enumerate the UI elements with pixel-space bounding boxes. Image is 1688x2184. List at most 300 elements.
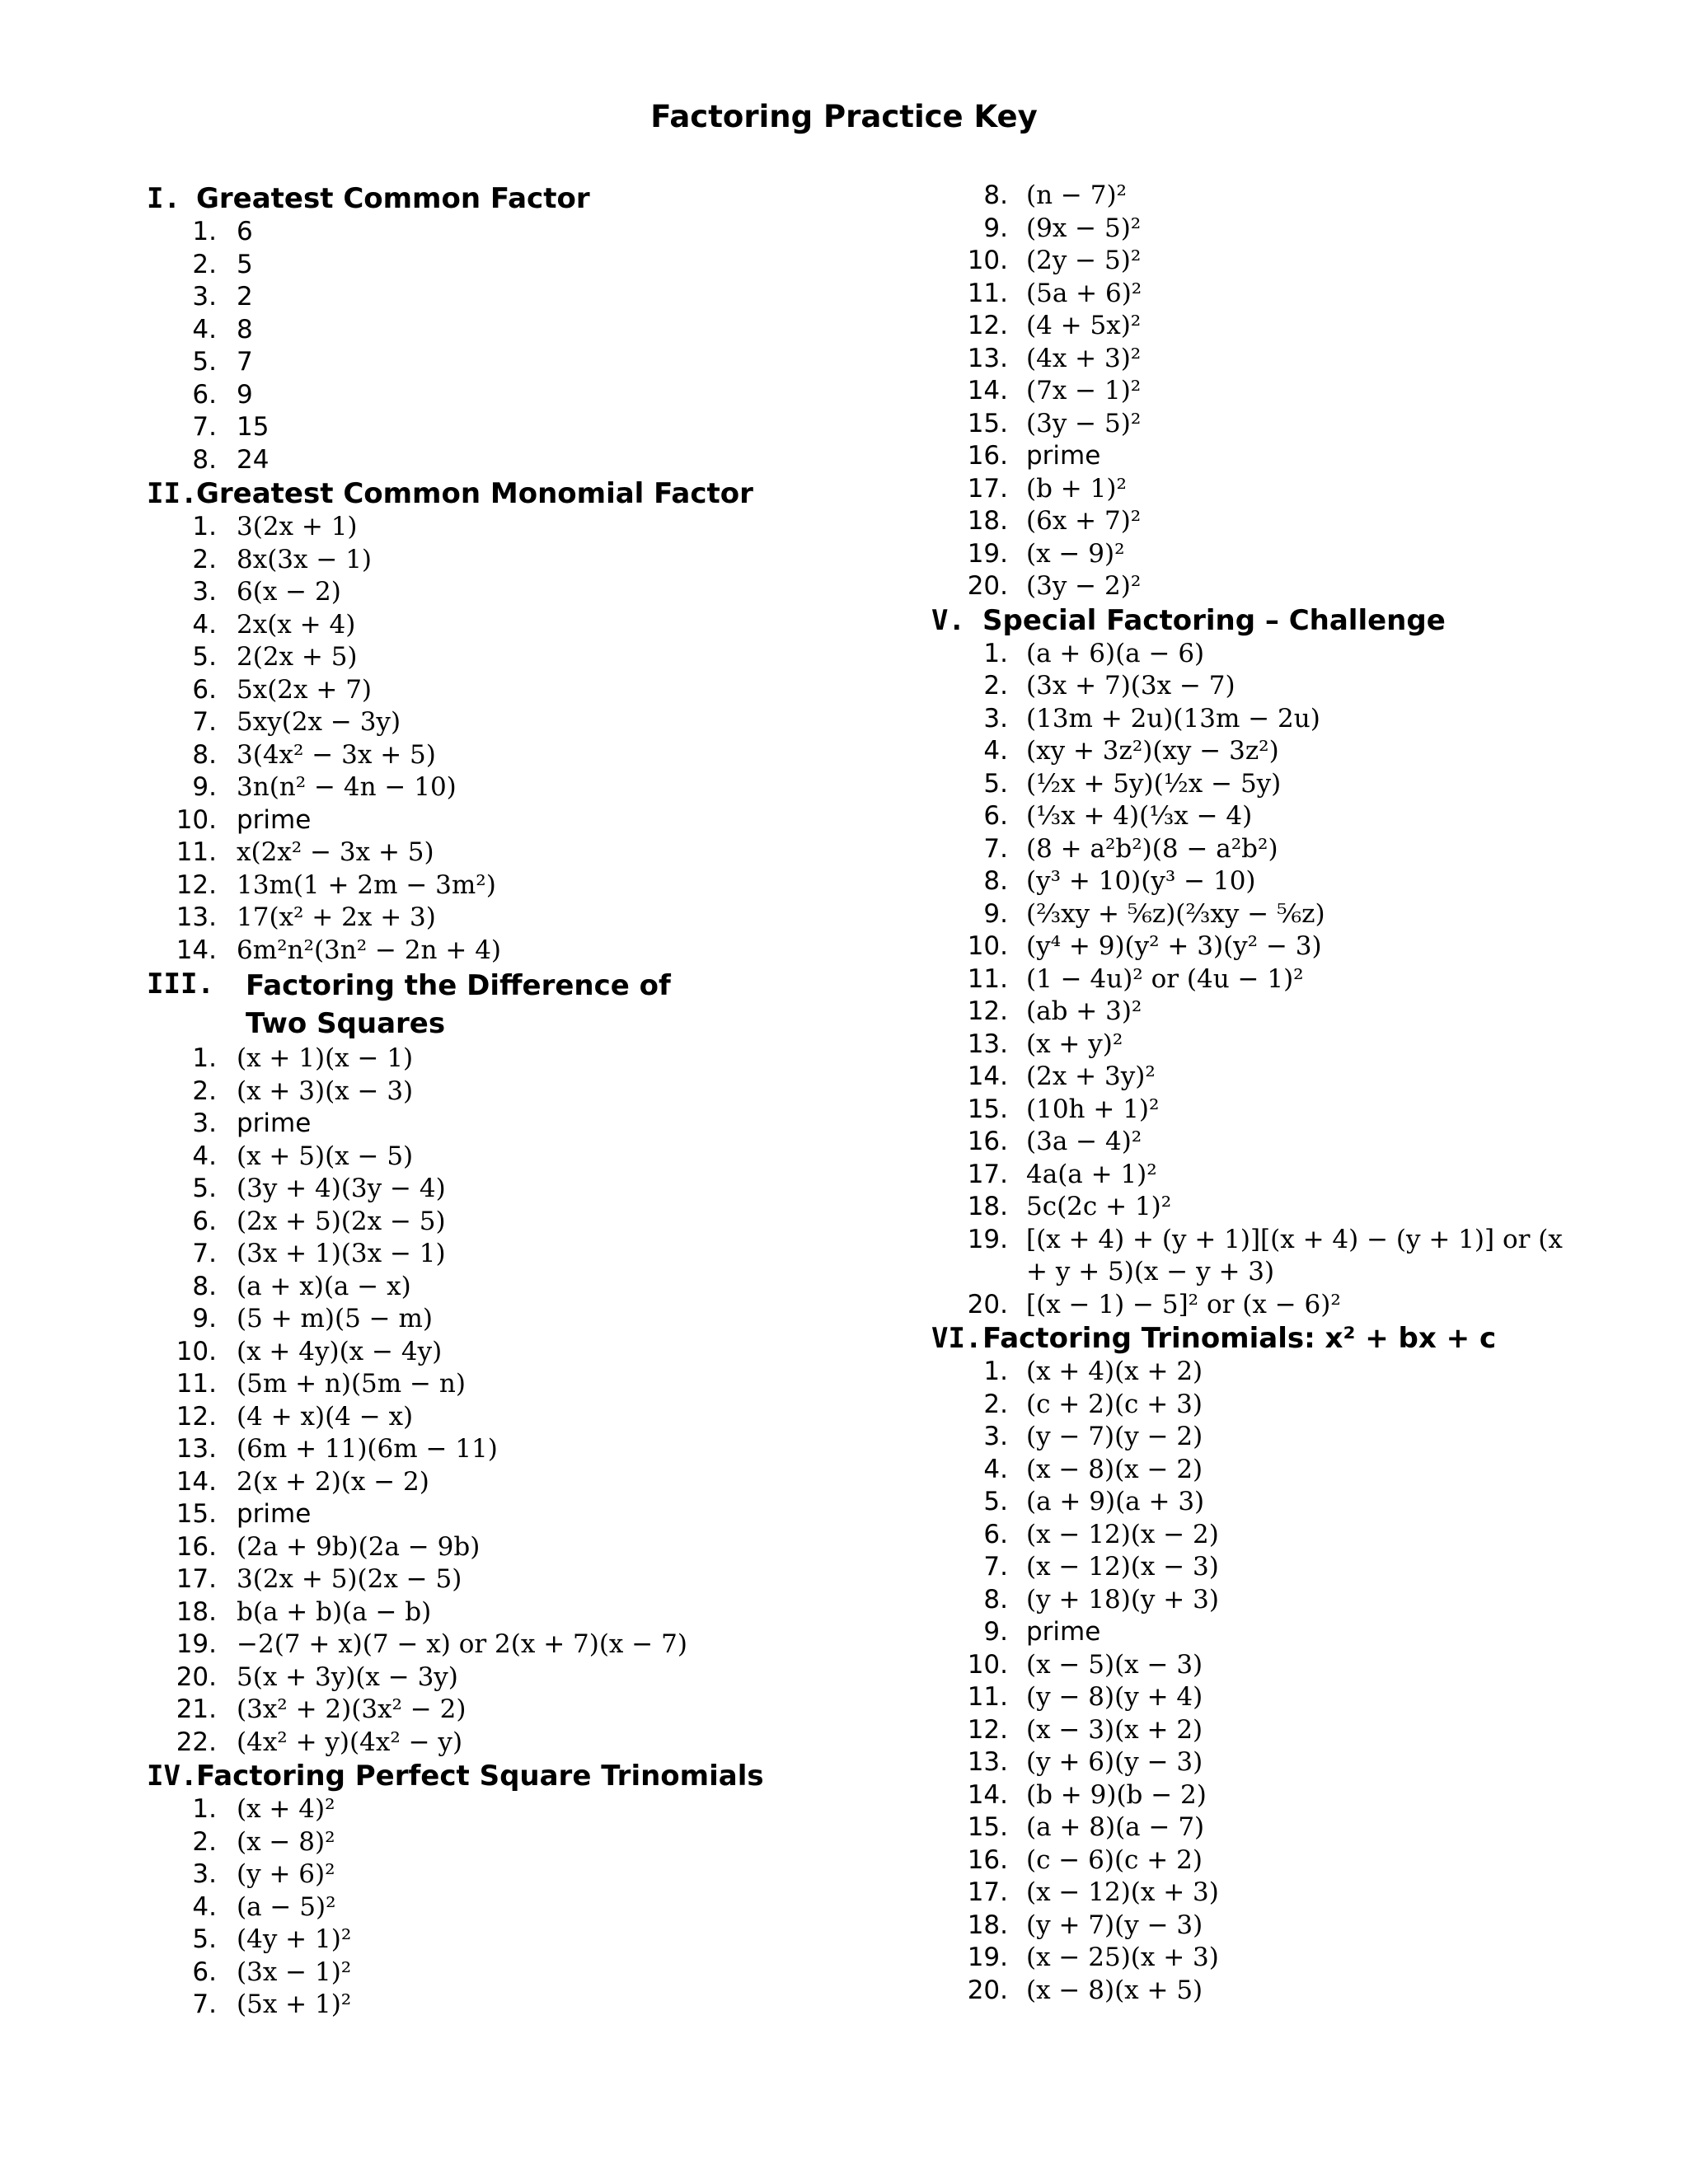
answer-item: [147, 1826, 971, 1859]
item-number: 20.: [967, 1289, 1008, 1319]
item-number: 5.: [192, 347, 217, 377]
item-answer: (a − 5)²: [237, 1891, 336, 1922]
item-number: 14.: [967, 1062, 1008, 1091]
item-number: 7.: [192, 1239, 217, 1268]
item-answer: (7x − 1)²: [1026, 376, 1142, 405]
answer-item: [931, 930, 1591, 963]
answer-item: [931, 1616, 1591, 1649]
answer-item: [931, 1681, 1591, 1714]
answer-item: [931, 1061, 1591, 1094]
item-answer: (1 − 4u)² or (4u − 1)²: [1026, 963, 1304, 994]
answer-item: [931, 1779, 1591, 1812]
item-answer: 7: [237, 347, 253, 377]
answer-item: [147, 1563, 971, 1596]
item-answer: prime: [1026, 441, 1101, 471]
answer-item: [147, 576, 971, 609]
item-number: 7.: [192, 707, 217, 737]
answer-item: [931, 1224, 1591, 1289]
item-number: 18.: [176, 1596, 217, 1627]
answer-item: [931, 1389, 1591, 1422]
item-number: 1.: [192, 1794, 217, 1824]
item-answer: prime: [237, 1108, 312, 1138]
item-answer: (13m + 2u)(13m − 2u): [1026, 703, 1320, 733]
item-answer: (y + 6)²: [237, 1859, 335, 1889]
item-number: 1.: [983, 1357, 1008, 1386]
item-number: 18.: [967, 506, 1008, 536]
item-answer: (⅓x + 4)(⅓x − 4): [1026, 801, 1253, 831]
item-number: 1.: [192, 217, 217, 246]
item-answer: (x − 3)(x + 2): [1026, 1714, 1203, 1745]
item-number: 9.: [983, 898, 1008, 929]
item-number: 11.: [967, 278, 1008, 308]
answer-item: [147, 1498, 971, 1531]
item-answer: (x + 5)(x − 5): [237, 1141, 414, 1171]
item-number: 10.: [176, 804, 217, 835]
item-answer: (3x² + 2)(3x² − 2): [237, 1694, 467, 1724]
answer-item: [147, 1924, 971, 1957]
item-number: 16.: [967, 1127, 1008, 1156]
answer-item: [147, 1989, 971, 2022]
item-number: 5.: [192, 1924, 217, 1954]
section-title: Factoring the Difference of Two Squares: [246, 969, 671, 1040]
answer-item: [147, 1596, 971, 1629]
answer-item: [931, 865, 1591, 898]
answer-item: [931, 1714, 1591, 1747]
page-title: Factoring Practice Key: [650, 99, 1038, 134]
answer-item: [147, 837, 971, 869]
item-answer: 6: [237, 217, 253, 246]
item-answer: (4x + 3)²: [1026, 343, 1142, 373]
item-answer: (6m + 11)(6m − 11): [237, 1434, 498, 1464]
item-number: 6.: [983, 1519, 1008, 1549]
item-number: 20.: [176, 1661, 217, 1692]
item-answer: (6x + 7)²: [1026, 506, 1142, 536]
item-answer: 2(2x + 5): [237, 642, 358, 672]
item-answer: (xy + 3z²)(xy − 3z²): [1026, 736, 1279, 766]
item-answer: (x − 8)(x − 2): [1026, 1454, 1203, 1484]
item-number: 11.: [176, 837, 217, 867]
item-number: 6.: [192, 1957, 217, 1987]
item-answer: (y + 18)(y + 3): [1026, 1584, 1219, 1615]
item-number: 19.: [967, 538, 1008, 569]
answer-item: [147, 249, 971, 282]
answer-item: [147, 411, 971, 444]
answer-item: [931, 1029, 1591, 1062]
item-number: 2.: [983, 671, 1008, 701]
item-number: 8.: [192, 444, 217, 475]
section-number: I.: [147, 182, 181, 215]
item-number: 5.: [983, 768, 1008, 799]
item-answer: 3n(n² − 4n − 10): [237, 772, 457, 802]
item-number: 2.: [192, 544, 217, 574]
section-heading: [931, 1321, 1591, 1356]
answer-item: [931, 800, 1591, 833]
item-number: 17.: [176, 1564, 217, 1594]
item-answer: 5: [237, 249, 253, 279]
item-number: 6.: [983, 801, 1008, 831]
answer-item: [147, 706, 971, 739]
item-number: 13.: [176, 902, 217, 932]
answer-item: [147, 1727, 971, 1760]
section: [147, 181, 971, 476]
answer-item: [931, 670, 1591, 703]
item-answer: (8 + a²b²)(8 − a²b²): [1026, 833, 1278, 864]
item-number: 3.: [192, 577, 217, 607]
item-number: 12.: [967, 996, 1008, 1026]
item-number: 12.: [176, 1401, 217, 1432]
item-answer: 2(x + 2)(x − 2): [237, 1466, 429, 1497]
answer-item: [931, 703, 1591, 736]
item-answer: (b + 1)²: [1026, 473, 1127, 504]
item-number: 19.: [967, 1224, 1008, 1254]
item-answer: (4x² + y)(4x² − y): [237, 1727, 463, 1757]
answer-item: [147, 444, 971, 477]
answer-item: [931, 1289, 1591, 1322]
item-number: 19.: [967, 1943, 1008, 1972]
item-number: 17.: [967, 1159, 1008, 1189]
item-answer: 8: [237, 314, 253, 344]
section: [931, 603, 1591, 1322]
item-number: 1.: [192, 512, 217, 541]
item-answer: (y − 7)(y − 2): [1026, 1422, 1203, 1451]
item-answer: (½x + 5y)(½x − 5y): [1026, 768, 1282, 799]
item-number: 8.: [983, 1584, 1008, 1615]
answer-item: [147, 1141, 971, 1174]
item-number: 3.: [983, 703, 1008, 733]
item-number: 16.: [967, 1844, 1008, 1875]
item-number: 13.: [967, 1029, 1008, 1059]
item-number: 4.: [192, 609, 217, 640]
item-number: 15.: [967, 408, 1008, 438]
item-number: 15.: [967, 1812, 1008, 1842]
item-answer: 3(4x² − 3x + 5): [237, 739, 436, 770]
answer-item: [931, 1486, 1591, 1519]
section: [147, 476, 971, 967]
item-number: 7.: [192, 1990, 217, 2019]
item-number: 22.: [176, 1727, 217, 1757]
section-number: II.: [147, 477, 198, 510]
item-number: 8.: [983, 866, 1008, 896]
answer-item: [931, 570, 1591, 603]
answer-item: [147, 1531, 971, 1564]
item-number: 4.: [192, 1141, 217, 1171]
item-answer: (3x − 1)²: [237, 1957, 352, 1987]
item-answer: 2: [237, 282, 253, 312]
item-number: 4.: [983, 736, 1008, 766]
item-answer: (ab + 3)²: [1026, 996, 1142, 1026]
item-answer: (5x + 1)²: [237, 1990, 352, 2019]
answer-item: [931, 1551, 1591, 1584]
item-answer: 6(x − 2): [237, 577, 341, 607]
item-answer: 4a(a + 1)²: [1026, 1159, 1157, 1189]
answer-item: [931, 1191, 1591, 1224]
answer-item: [931, 1877, 1591, 1910]
item-number: 16.: [176, 1531, 217, 1562]
answer-item: [147, 216, 971, 249]
item-answer: (3y − 2)²: [1026, 571, 1142, 601]
item-number: 13.: [967, 343, 1008, 373]
answer-item: [147, 902, 971, 935]
answer-item: [147, 869, 971, 902]
section: [931, 180, 1591, 603]
item-answer: (x + 4y)(x − 4y): [237, 1336, 443, 1366]
item-answer: (2y − 5)²: [1026, 246, 1142, 275]
item-answer: (x + 4)(x + 2): [1026, 1357, 1203, 1386]
answer-item: [931, 375, 1591, 408]
answer-item: [931, 1356, 1591, 1389]
answer-item: [931, 538, 1591, 571]
answer-item: [931, 473, 1591, 506]
item-answer: (2a + 9b)(2a − 9b): [237, 1531, 481, 1562]
item-answer: (y⁴ + 9)(y² + 3)(y² − 3): [1026, 931, 1322, 961]
item-answer: (a + 6)(a − 6): [1026, 638, 1205, 668]
item-number: 4.: [983, 1454, 1008, 1484]
item-answer: (x − 5)(x − 3): [1026, 1649, 1203, 1680]
section-heading: [147, 181, 971, 216]
item-number: 17.: [967, 1877, 1008, 1907]
section-number: III.: [147, 968, 214, 1001]
item-answer: (x + 3)(x − 3): [237, 1076, 414, 1106]
item-number: 14.: [176, 935, 217, 965]
section-title: Greatest Common Monomial Factor: [196, 477, 753, 510]
item-answer: (x + y)²: [1026, 1029, 1123, 1059]
answer-item: [147, 1368, 971, 1401]
item-number: 5.: [983, 1487, 1008, 1516]
section: [931, 1321, 1591, 2007]
item-answer: (x − 12)(x − 3): [1026, 1552, 1219, 1582]
answer-item: [931, 1975, 1591, 2008]
section-heading: [147, 967, 971, 1043]
item-number: 12.: [967, 311, 1008, 340]
answer-item: [931, 1584, 1591, 1617]
item-answer: (3y + 4)(3y − 4): [237, 1174, 446, 1203]
answer-item: [147, 1401, 971, 1434]
item-number: 3.: [983, 1422, 1008, 1451]
answer-item: [931, 1844, 1591, 1877]
item-answer: 5c(2c + 1)²: [1026, 1192, 1172, 1221]
answer-item: [147, 1271, 971, 1304]
item-answer: (⅔xy + ⅚z)(⅔xy − ⅚z): [1026, 898, 1325, 929]
item-answer: (a + 8)(a − 7): [1026, 1812, 1205, 1842]
answer-item: [147, 1891, 971, 1924]
item-answer: 2x(x + 4): [237, 609, 356, 640]
item-answer: (4y + 1)²: [237, 1924, 352, 1954]
item-answer: (3x + 7)(3x − 7): [1026, 671, 1236, 701]
item-number: 20.: [967, 571, 1008, 601]
answer-item: [931, 768, 1591, 801]
item-answer: (5a + 6)²: [1026, 278, 1142, 308]
item-answer: (5 + m)(5 − m): [237, 1304, 433, 1333]
item-answer: (c + 2)(c + 3): [1026, 1389, 1203, 1419]
answer-item: [147, 281, 971, 314]
item-answer: 17(x² + 2x + 3): [237, 902, 436, 932]
item-answer: prime: [237, 804, 312, 835]
answer-item: [147, 511, 971, 544]
answer-item: [931, 963, 1591, 996]
answer-item: [147, 1173, 971, 1206]
item-number: 10.: [176, 1336, 217, 1366]
item-answer: (x − 9)²: [1026, 538, 1125, 569]
item-answer: 15: [237, 412, 270, 442]
item-answer: (5m + n)(5m − n): [237, 1369, 466, 1399]
section-title: Greatest Common Factor: [196, 182, 590, 215]
answer-item: [931, 408, 1591, 441]
item-number: 18.: [967, 1192, 1008, 1221]
item-answer: (x − 25)(x + 3): [1026, 1943, 1219, 1972]
answer-item: [147, 1629, 971, 1661]
answer-item: [147, 935, 971, 968]
item-answer: (3x + 1)(3x − 1): [237, 1239, 446, 1268]
item-answer: (y³ + 10)(y³ − 10): [1026, 866, 1256, 896]
answer-item: [931, 1159, 1591, 1192]
answer-item: [931, 1519, 1591, 1552]
item-number: 10.: [967, 1649, 1008, 1680]
item-answer: (10h + 1)²: [1026, 1094, 1160, 1124]
item-number: 8.: [192, 1271, 217, 1301]
item-number: 11.: [967, 1682, 1008, 1712]
answer-item: [931, 1094, 1591, 1127]
answer-item: [147, 804, 971, 837]
item-number: 5.: [192, 642, 217, 672]
item-answer: x(2x² − 3x + 5): [237, 837, 434, 867]
answer-item: [147, 771, 971, 804]
item-answer: 3(2x + 5)(2x − 5): [237, 1564, 462, 1594]
item-answer: (n − 7)²: [1026, 180, 1127, 210]
item-answer: 3(2x + 1): [237, 512, 358, 541]
answer-item: [931, 638, 1591, 671]
answer-item: [931, 1942, 1591, 1975]
item-number: 3.: [192, 1108, 217, 1138]
answer-item: [931, 1910, 1591, 1943]
answer-item: [147, 609, 971, 642]
item-number: 9.: [192, 772, 217, 802]
answer-item: [147, 1076, 971, 1108]
item-answer: 9: [237, 379, 253, 410]
item-answer: 13m(1 + 2m − 3m²): [237, 869, 496, 900]
item-number: 10.: [967, 246, 1008, 275]
item-number: 7.: [192, 412, 217, 442]
item-answer: 5(x + 3y)(x − 3y): [237, 1661, 458, 1692]
item-answer: 6m²n²(3n² − 2n + 4): [237, 935, 502, 965]
item-number: 7.: [983, 833, 1008, 864]
item-answer: 24: [237, 444, 270, 475]
item-answer: prime: [1026, 1617, 1101, 1647]
answer-item: [147, 674, 971, 707]
item-number: 1.: [192, 1043, 217, 1073]
item-number: 13.: [967, 1747, 1008, 1777]
item-answer: (3y − 5)²: [1026, 408, 1142, 438]
section-title: Special Factoring – Challenge: [982, 603, 1446, 637]
answer-item: [931, 1746, 1591, 1779]
answer-item: [931, 278, 1591, 311]
answer-item: [931, 1811, 1591, 1844]
answer-item: [147, 1466, 971, 1499]
item-number: 6.: [192, 1206, 217, 1236]
item-answer: (c − 6)(c + 2): [1026, 1844, 1203, 1875]
item-answer: (a + 9)(a + 3): [1026, 1487, 1205, 1516]
item-answer: (x − 8)²: [237, 1826, 335, 1857]
answer-item: [931, 898, 1591, 931]
section: [147, 1759, 971, 2022]
section-heading: [147, 1759, 971, 1793]
item-answer: (2x + 5)(2x − 5): [237, 1206, 446, 1236]
answer-item: [147, 1661, 971, 1694]
answer-item: [147, 1793, 971, 1826]
answer-item: [147, 1957, 971, 1990]
answer-item: [931, 310, 1591, 343]
section-number: VI.: [931, 1322, 982, 1355]
item-answer: (2x + 3y)²: [1026, 1062, 1156, 1091]
item-answer: (9x − 5)²: [1026, 213, 1142, 243]
answer-item: [147, 1303, 971, 1336]
left-column: [147, 181, 971, 2022]
item-answer: prime: [237, 1499, 312, 1529]
item-number: 2.: [192, 1826, 217, 1857]
answer-item: [147, 379, 971, 412]
item-number: 2.: [192, 1076, 217, 1106]
section-title: Factoring Trinomials: x² + bx + c: [982, 1322, 1497, 1355]
item-number: 3.: [192, 1859, 217, 1889]
item-answer: [(x − 1) − 5]² or (x − 6)²: [1026, 1289, 1341, 1319]
section-number: IV.: [147, 1760, 198, 1793]
item-answer: (4 + x)(4 − x): [237, 1401, 414, 1432]
section: [147, 967, 971, 1759]
item-answer: b(a + b)(a − b): [237, 1596, 432, 1627]
item-number: 9.: [192, 1304, 217, 1333]
item-number: 18.: [967, 1910, 1008, 1940]
item-number: 21.: [176, 1694, 217, 1724]
item-number: 9.: [983, 1617, 1008, 1647]
item-number: 2.: [983, 1389, 1008, 1419]
item-answer: (y − 8)(y + 4): [1026, 1682, 1203, 1712]
item-number: 3.: [192, 282, 217, 312]
item-number: 17.: [967, 473, 1008, 504]
item-answer: (y + 6)(y − 3): [1026, 1747, 1203, 1777]
answer-item: [147, 641, 971, 674]
item-number: 13.: [176, 1434, 217, 1464]
item-answer: (x − 8)(x + 5): [1026, 1975, 1203, 2005]
item-number: 4.: [192, 1891, 217, 1922]
item-number: 20.: [967, 1975, 1008, 2005]
item-number: 15.: [176, 1499, 217, 1529]
answer-item: [147, 1694, 971, 1727]
answer-item: [147, 314, 971, 347]
item-number: 7.: [983, 1552, 1008, 1582]
section-heading: [147, 476, 971, 511]
item-number: 12.: [967, 1714, 1008, 1745]
answer-item: [931, 1649, 1591, 1682]
answer-item: [931, 1126, 1591, 1159]
answer-item: [147, 1858, 971, 1891]
answer-item: [931, 440, 1591, 473]
answer-item: [147, 1108, 971, 1141]
answer-item: [147, 1206, 971, 1239]
answer-item: [147, 1238, 971, 1271]
item-number: 19.: [176, 1629, 217, 1659]
right-column: [931, 180, 1591, 2007]
item-answer: (4 + 5x)²: [1026, 311, 1142, 340]
answer-item: [147, 544, 971, 577]
item-number: 8.: [192, 739, 217, 770]
item-answer: (y + 7)(y − 3): [1026, 1910, 1203, 1940]
answer-item: [931, 213, 1591, 246]
item-number: 11.: [176, 1369, 217, 1399]
item-number: 4.: [192, 314, 217, 344]
item-answer: (x − 12)(x − 2): [1026, 1519, 1219, 1549]
answer-item: [931, 1421, 1591, 1454]
answer-item: [147, 1043, 971, 1076]
item-number: 14.: [967, 376, 1008, 405]
